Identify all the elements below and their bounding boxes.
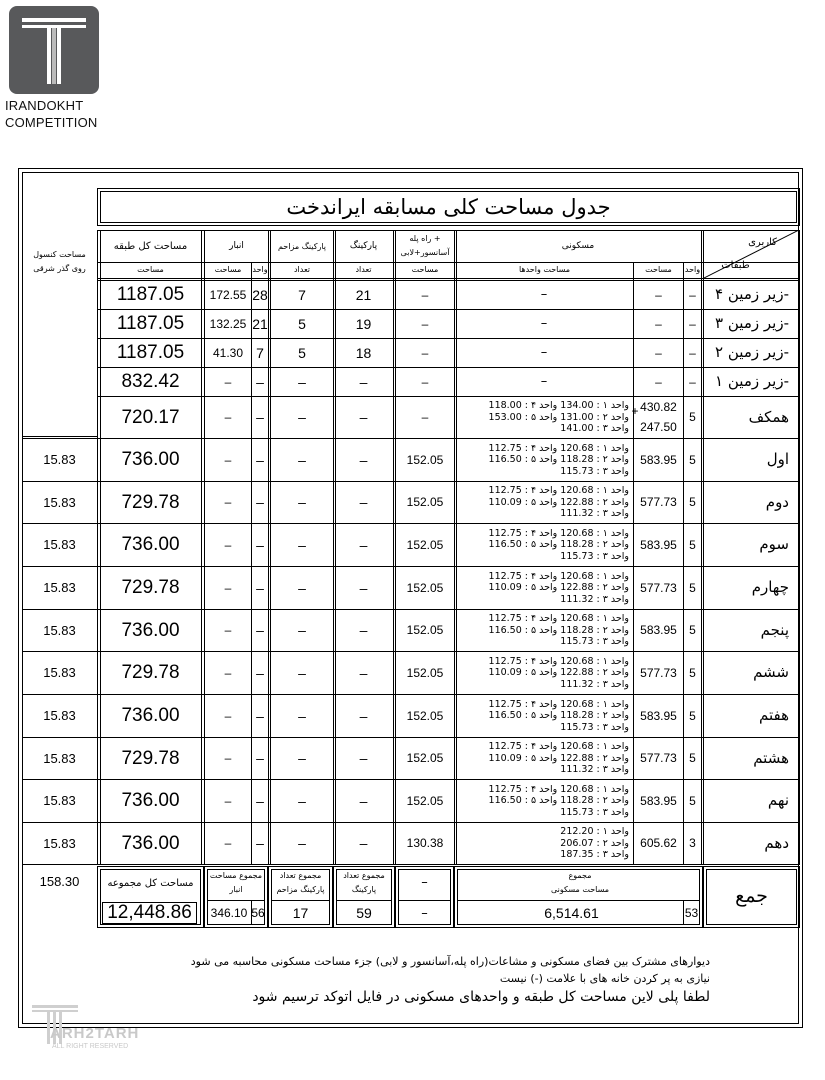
- totals-storage-area-value: 346.10: [210, 906, 248, 921]
- res-area: –: [655, 287, 662, 302]
- units-breakdown: [455, 695, 633, 737]
- unit-area-line: واحد ۳ : 111.32: [560, 593, 629, 605]
- header-parking: پارکینگ: [349, 241, 378, 252]
- floor-label: ششم: [753, 663, 789, 682]
- res-area: 577.73: [640, 751, 677, 766]
- parking-extra-count: –: [298, 707, 306, 724]
- header-storage: انبار: [229, 241, 244, 252]
- console-area: 15.83: [43, 580, 76, 596]
- unit-area-line: واحد ۱ : 120.68 واحد ۴ : 112.75: [488, 485, 629, 497]
- unit-count: 5: [689, 537, 696, 552]
- header-storage-area: مساحت: [214, 264, 242, 274]
- floor-label: زیر زمین ۲-: [715, 343, 789, 362]
- parking-extra-count: –: [298, 409, 306, 426]
- units-breakdown: –: [540, 316, 548, 332]
- parking-extra-count: 5: [298, 344, 306, 361]
- grid-line: [207, 900, 265, 901]
- storage-area: –: [224, 793, 232, 808]
- page-title: جدول مساحت کلی مسابقه ایراندخت: [100, 191, 797, 223]
- unit-area-line: واحد ۳ : 111.32: [560, 508, 629, 520]
- unit-count: 5: [689, 580, 696, 595]
- parking-count: 21: [355, 286, 372, 303]
- logo: [9, 6, 99, 94]
- unit-area-line: واحد ۲ : 118.28 واحد ۵ : 116.50: [488, 454, 629, 466]
- unit-area-line: واحد ۳ : 115.73: [560, 806, 629, 818]
- unit-area-line: واحد ۱ : 212.20: [560, 826, 629, 838]
- totals-storage-label-2: انبار: [229, 884, 243, 894]
- unit-count: 5: [689, 665, 696, 680]
- floor-label: همکف: [748, 407, 789, 426]
- console-area: 15.83: [43, 665, 76, 681]
- console-area: 15.83: [43, 708, 76, 724]
- header-floor-total-area: مساحت: [137, 264, 164, 274]
- grid-line: [799, 230, 800, 864]
- res-area: 577.73: [640, 580, 677, 595]
- parking-count: –: [359, 409, 368, 426]
- stairs-area: 152.05: [406, 708, 444, 723]
- grid-line: [97, 278, 800, 279]
- units-breakdown: [455, 524, 633, 566]
- floor-total-area: 729.78: [121, 577, 180, 599]
- header-storage-count: واحد: [252, 264, 268, 274]
- floor-total-area: 729.78: [121, 662, 180, 684]
- unit-count: 5: [689, 495, 696, 510]
- unit-area-line: واحد ۱ : 120.68 واحد ۴ : 112.75: [488, 655, 629, 667]
- totals-parking-extra-value: 17: [292, 905, 309, 922]
- parking-count: –: [359, 664, 368, 681]
- storage-area: –: [224, 452, 232, 467]
- grid-line: [398, 900, 451, 901]
- parking-extra-count: 5: [298, 315, 306, 332]
- units-breakdown: [455, 780, 633, 822]
- header-residential: مسکونی: [561, 241, 595, 252]
- storage-area: –: [224, 751, 232, 766]
- parking-extra-count: –: [298, 373, 306, 390]
- totals-parking-extra-label-2: پارکینگ مزاحم: [276, 884, 325, 894]
- console-area: 15.83: [43, 622, 76, 638]
- stairs-area: –: [421, 410, 429, 425]
- header-res-area: مساحت: [645, 264, 672, 274]
- floor-label: هفتم: [758, 706, 789, 725]
- storage-count: –: [256, 494, 264, 511]
- unit-area-line: واحد ۲ : 118.28 واحد ۵ : 116.50: [488, 624, 629, 636]
- watermark: [30, 1003, 180, 1053]
- console-area: 15.83: [43, 494, 76, 510]
- note-line-1: دیوارهای مشترک بین فضای مسکونی و مشاعات(راه پله،آسانسور و لابی) جزء مساحت مسکونی محاسبه می شود: [190, 955, 710, 968]
- parking-count: 19: [355, 315, 372, 332]
- storage-area: –: [224, 495, 232, 510]
- watermark-subtext: ALL RIGHT RESERVED: [52, 1043, 129, 1050]
- floor-total-area: 736.00: [121, 449, 180, 471]
- storage-count: –: [256, 409, 264, 426]
- logo-text-line1: IRANDOKHT: [5, 98, 84, 113]
- unit-area-line: واحد ۱ : 120.68 واحد ۴ : 112.75: [488, 527, 629, 539]
- totals-storage-count-value: 56: [251, 906, 265, 921]
- unit-count: –: [689, 316, 696, 331]
- res-area: 583.95: [640, 452, 677, 467]
- grid-line: [22, 864, 800, 865]
- floor-total-area: 1187.05: [116, 313, 185, 335]
- stairs-area: 152.05: [406, 580, 444, 595]
- console-area: 15.83: [43, 835, 76, 851]
- totals-area-value: 12,448.86: [102, 902, 197, 924]
- note-line-2: نیازی به پر کردن خانه های با علامت (-) نیست: [499, 972, 710, 985]
- storage-count: –: [256, 835, 264, 852]
- floor-label: چهارم: [751, 578, 789, 597]
- storage-count: –: [256, 792, 264, 809]
- unit-count: 5: [689, 751, 696, 766]
- res-area-2: 247.50: [640, 420, 677, 435]
- unit-count: 5: [689, 623, 696, 638]
- floor-label: هشتم: [753, 748, 789, 767]
- res-area: 430.82: [640, 399, 677, 414]
- unit-area-line: واحد ۱ : 120.68 واحد ۴ : 112.75: [488, 698, 629, 710]
- storage-count: –: [256, 750, 264, 767]
- floor-total-area: 720.17: [121, 406, 180, 428]
- header-parking-extra-count: تعداد: [293, 264, 311, 274]
- header-console-1: مساحت کنسول: [33, 249, 86, 259]
- parking-extra-count: –: [298, 579, 306, 596]
- parking-extra-count: –: [298, 451, 306, 468]
- stairs-area: 152.05: [406, 623, 444, 638]
- units-breakdown: [455, 397, 633, 438]
- watermark-text: ARH2TARH: [50, 1025, 140, 1042]
- totals-res-label-1: مجموع: [568, 870, 592, 880]
- totals-area-label: مساحت کل مجموعه: [107, 877, 194, 889]
- unit-area-line: واحد ۲ : 118.28 واحد ۵ : 116.50: [488, 710, 629, 722]
- floor-label: دوم: [765, 492, 789, 511]
- stairs-area: 152.05: [406, 751, 444, 766]
- header-stairs-area: مساحت: [411, 264, 439, 274]
- unit-count: 5: [689, 452, 696, 467]
- parking-extra-count: –: [298, 750, 306, 767]
- floor-total-area: 729.78: [121, 491, 180, 513]
- header-unit-count: واحد: [684, 264, 701, 274]
- units-breakdown: [455, 439, 633, 481]
- parking-count: –: [359, 373, 368, 390]
- grid-line: [701, 230, 702, 864]
- parking-count: –: [359, 579, 368, 596]
- header-usage: کاربری: [748, 236, 777, 248]
- floor-total-area: 729.78: [121, 747, 180, 769]
- totals-res-label-2: مساحت مسکونی: [550, 884, 610, 894]
- res-area: 583.95: [640, 708, 677, 723]
- header-units-area: مساحت واحدها: [518, 264, 571, 274]
- stairs-area: 152.05: [406, 537, 444, 552]
- totals-parking-extra-label-1: مجموع تعداد: [279, 870, 322, 880]
- parking-count: –: [359, 792, 368, 809]
- storage-count: 7: [256, 344, 264, 361]
- unit-count: –: [689, 345, 696, 360]
- parking-count: –: [359, 451, 368, 468]
- units-breakdown: [455, 610, 633, 651]
- unit-area-line: واحد ۳ : 187.35: [560, 849, 629, 861]
- unit-count: 5: [689, 708, 696, 723]
- unit-area-line: واحد ۳ : 115.73: [560, 465, 629, 477]
- storage-area: –: [224, 623, 232, 638]
- floor-total-area: 736.00: [121, 619, 180, 641]
- res-area: 577.73: [640, 665, 677, 680]
- unit-area-line: واحد ۳ : 111.32: [560, 678, 629, 690]
- totals-label: جمع: [735, 886, 768, 908]
- parking-count: –: [359, 750, 368, 767]
- storage-area: 132.25: [209, 316, 247, 331]
- unit-area-line: واحد ۲ : 122.88 واحد ۵ : 110.09: [488, 752, 629, 764]
- floor-label: زیر زمین ۳-: [715, 314, 789, 333]
- storage-count: –: [256, 622, 264, 639]
- unit-area-line: واحد ۲ : 131.00 واحد ۵ : 153.00: [488, 411, 629, 423]
- storage-area: –: [224, 537, 232, 552]
- floor-label: سوم: [759, 535, 789, 554]
- parking-count: –: [359, 622, 368, 639]
- storage-area: –: [224, 708, 232, 723]
- floor-total-area: 832.42: [121, 371, 180, 393]
- totals-stairs-label: –: [421, 875, 428, 891]
- units-breakdown: –: [540, 345, 548, 361]
- stairs-area: –: [421, 345, 429, 360]
- res-area: –: [655, 374, 662, 389]
- totals-parking-value: 59: [356, 905, 372, 922]
- unit-area-line: واحد ۱ : 134.00 واحد ۴ : 118.00: [488, 400, 629, 412]
- floor-total-area: 736.00: [121, 832, 180, 854]
- parking-count: –: [359, 835, 368, 852]
- parking-extra-count: –: [298, 536, 306, 553]
- parking-extra-count: 7: [298, 286, 306, 303]
- parking-count: –: [359, 494, 368, 511]
- stairs-area: –: [421, 287, 429, 302]
- header-floors: طبقات: [721, 259, 750, 271]
- parking-extra-count: –: [298, 622, 306, 639]
- grid-line: [268, 230, 269, 864]
- header-parking-count: تعداد: [355, 264, 372, 274]
- stairs-area: 152.05: [406, 495, 444, 510]
- units-breakdown: –: [540, 287, 548, 303]
- totals-res-value: 6,514.61: [544, 905, 599, 922]
- totals-console-value: 158.30: [39, 874, 80, 890]
- storage-area: 41.30: [212, 345, 244, 360]
- console-area: 15.83: [43, 793, 76, 809]
- units-breakdown: –: [540, 374, 548, 390]
- console-area: 15.83: [43, 537, 76, 553]
- header-stairs-1: راه پله +: [409, 234, 441, 244]
- floor-label: زیر زمین ۱-: [715, 372, 789, 391]
- unit-count: –: [689, 374, 696, 389]
- unit-area-line: واحد ۲ : 122.88 واحد ۵ : 110.09: [488, 667, 629, 679]
- storage-count: –: [256, 579, 264, 596]
- units-breakdown: [455, 738, 633, 779]
- unit-area-line: واحد ۲ : 206.07: [560, 837, 629, 849]
- parking-count: 18: [355, 344, 372, 361]
- units-breakdown: [455, 823, 633, 864]
- unit-area-line: واحد ۱ : 120.68 واحد ۴ : 112.75: [488, 442, 629, 454]
- logo-t-icon: [9, 6, 99, 94]
- stairs-area: 152.05: [406, 452, 444, 467]
- floor-label: پنجم: [760, 620, 789, 639]
- grid-line: [393, 230, 394, 864]
- unit-area-line: واحد ۳ : 141.00: [560, 423, 629, 435]
- unit-area-line: واحد ۱ : 120.68 واحد ۴ : 112.75: [488, 741, 629, 753]
- storage-area: –: [224, 580, 232, 595]
- floor-total-area: 736.00: [121, 534, 180, 556]
- note-line-3: لطفا پلی لاین مساحت کل طبقه و واحدهای مسکونی در فایل اتوکد ترسیم شود: [252, 989, 710, 1005]
- header-floor-total: مساحت کل طبقه: [113, 240, 188, 252]
- storage-count: –: [256, 536, 264, 553]
- stairs-area: –: [421, 316, 429, 331]
- grid-line: [201, 230, 202, 864]
- storage-count: 21: [252, 315, 268, 332]
- unit-area-line: واحد ۲ : 122.88 واحد ۵ : 110.09: [488, 582, 629, 594]
- stairs-area: 152.05: [406, 793, 444, 808]
- floor-total-area: 736.00: [121, 705, 180, 727]
- storage-count: 28: [252, 286, 268, 303]
- parking-extra-count: –: [298, 494, 306, 511]
- stairs-area: 130.38: [406, 836, 444, 851]
- totals-parking-label-2: پارکینگ: [351, 884, 377, 894]
- res-area: –: [655, 345, 662, 360]
- storage-count: –: [256, 373, 264, 390]
- logo-text-line2: COMPETITION: [5, 115, 98, 130]
- unit-area-line: واحد ۳ : 115.73: [560, 721, 629, 733]
- unit-area-line: واحد ۳ : 115.73: [560, 550, 629, 562]
- header-parking-extra: پارکینگ مزاحم: [277, 241, 327, 251]
- floor-total-area: 736.00: [121, 790, 180, 812]
- header-console-2: روی گذر شرقی: [33, 263, 86, 273]
- res-area: 605.62: [640, 836, 677, 851]
- unit-area-line: واحد ۲ : 118.28 واحد ۵ : 116.50: [488, 795, 629, 807]
- grid-line: [97, 230, 98, 864]
- unit-area-line: واحد ۱ : 120.68 واحد ۴ : 112.75: [488, 613, 629, 625]
- plus-sign: +: [631, 403, 639, 418]
- parking-count: –: [359, 707, 368, 724]
- storage-count: –: [256, 664, 264, 681]
- grid-line: [271, 900, 330, 901]
- grid-line: [336, 900, 392, 901]
- storage-area: –: [224, 410, 232, 425]
- floor-label: دهم: [764, 833, 789, 852]
- floor-label: زیر زمین ۴-: [715, 285, 789, 304]
- unit-count: 5: [689, 410, 696, 425]
- storage-count: –: [256, 451, 264, 468]
- res-area: 583.95: [640, 537, 677, 552]
- storage-area: –: [224, 665, 232, 680]
- totals-stairs-value: –: [421, 905, 428, 921]
- totals-parking-label-1: مجموع تعداد: [343, 870, 385, 880]
- parking-extra-count: –: [298, 792, 306, 809]
- storage-area: 172.55: [209, 287, 247, 302]
- units-breakdown: [455, 567, 633, 609]
- console-area: 15.83: [43, 750, 76, 766]
- totals-storage-label-1: مجموع مساحت: [209, 870, 263, 880]
- parking-extra-count: –: [298, 835, 306, 852]
- res-area: 577.73: [640, 495, 677, 510]
- floor-total-area: 1187.05: [116, 342, 185, 364]
- unit-area-line: واحد ۲ : 118.28 واحد ۵ : 116.50: [488, 539, 629, 551]
- stairs-area: 152.05: [406, 665, 444, 680]
- floor-label: نهم: [767, 791, 789, 810]
- res-area: 583.95: [640, 793, 677, 808]
- res-area: –: [655, 316, 662, 331]
- parking-extra-count: –: [298, 664, 306, 681]
- grid-line: [97, 230, 800, 231]
- parking-count: –: [359, 536, 368, 553]
- storage-area: –: [224, 374, 232, 389]
- grid-line: [22, 436, 97, 437]
- totals-units-value: 53: [684, 906, 699, 921]
- unit-count: 3: [689, 836, 696, 851]
- unit-area-line: واحد ۱ : 120.68 واحد ۴ : 112.75: [488, 570, 629, 582]
- storage-area: –: [224, 836, 232, 851]
- floor-label: اول: [766, 450, 789, 469]
- unit-area-line: واحد ۳ : 111.32: [560, 764, 629, 776]
- units-breakdown: [455, 482, 633, 523]
- res-area: 583.95: [640, 623, 677, 638]
- console-area: 15.83: [43, 452, 76, 468]
- unit-count: –: [689, 287, 696, 302]
- storage-count: –: [256, 707, 264, 724]
- unit-area-line: واحد ۱ : 120.68 واحد ۴ : 112.75: [488, 783, 629, 795]
- unit-area-line: واحد ۲ : 122.88 واحد ۵ : 110.09: [488, 496, 629, 508]
- unit-count: 5: [689, 793, 696, 808]
- stairs-area: –: [421, 374, 429, 389]
- floor-total-area: 1187.05: [116, 284, 185, 306]
- header-stairs-2: آسانسور+لابی: [400, 247, 450, 257]
- unit-area-line: واحد ۳ : 115.73: [560, 636, 629, 648]
- grid-line: [457, 900, 700, 901]
- units-breakdown: [455, 652, 633, 694]
